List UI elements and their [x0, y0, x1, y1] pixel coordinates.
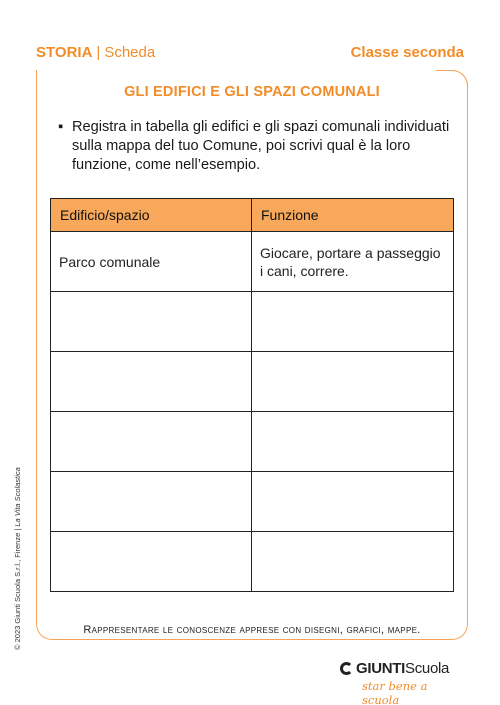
table-cell-building[interactable]: [51, 472, 252, 532]
table-cell-building[interactable]: [51, 412, 252, 472]
worksheet-title: GLI EDIFICI E GLI SPAZI COMUNALI: [124, 84, 380, 100]
copyright-main: © 2023 Giunti Scuola S.r.l., Firenze |: [13, 526, 22, 650]
table-cell-function[interactable]: [252, 532, 454, 592]
copyright-magazine: La Vita Scolastica: [13, 467, 22, 527]
table-header-row: [51, 199, 454, 232]
instruction: [58, 118, 458, 175]
subject-label: [36, 44, 155, 61]
copyright-credit: [13, 467, 22, 650]
logo-brand: GIUNTI: [356, 660, 406, 677]
section-name: Scheda: [104, 44, 156, 61]
table-cell-function[interactable]: [252, 352, 454, 412]
instruction-text: Registra in tabella gli edifici e gli spazi comunali individuati sulla mappa del tuo Comune, poi scrivi qual è la loro funzione, come nell’esempio.: [72, 119, 450, 173]
header-separator: |: [96, 44, 101, 61]
table-cell-building[interactable]: Parco comunale: [51, 232, 252, 292]
column-header-function: Funzione: [252, 199, 454, 232]
column-header-building: Edificio/spazio: [51, 199, 252, 232]
table-row: [51, 292, 454, 352]
table-row: [51, 532, 454, 592]
table-row: [51, 412, 454, 472]
giunti-g-icon: [340, 662, 353, 675]
learning-objective: Rappresentare le conoscenze apprese con disegni, grafici, mappe.: [83, 624, 421, 636]
table-row: [51, 472, 454, 532]
logo-tagline: star bene a scuola: [362, 679, 428, 705]
page-header: [36, 44, 464, 64]
publisher-logo: [340, 660, 460, 705]
bullet-icon: ▪: [58, 119, 64, 135]
subject-name: STORIA: [36, 44, 93, 61]
table-cell-building[interactable]: [51, 292, 252, 352]
buildings-table: [50, 198, 454, 592]
table-cell-function[interactable]: [252, 472, 454, 532]
grade-label: Classe seconda: [350, 44, 464, 61]
table-cell-function[interactable]: Giocare, portare a passeggio i cani, correre.: [252, 232, 454, 292]
table-row: [51, 352, 454, 412]
table-cell-building[interactable]: [51, 352, 252, 412]
table-cell-building[interactable]: [51, 532, 252, 592]
table-cell-function[interactable]: [252, 292, 454, 352]
table-row: [51, 232, 454, 292]
logo-wordmark: [356, 660, 449, 677]
logo-brand-suffix: Scuola: [405, 660, 450, 677]
table-cell-function[interactable]: [252, 412, 454, 472]
